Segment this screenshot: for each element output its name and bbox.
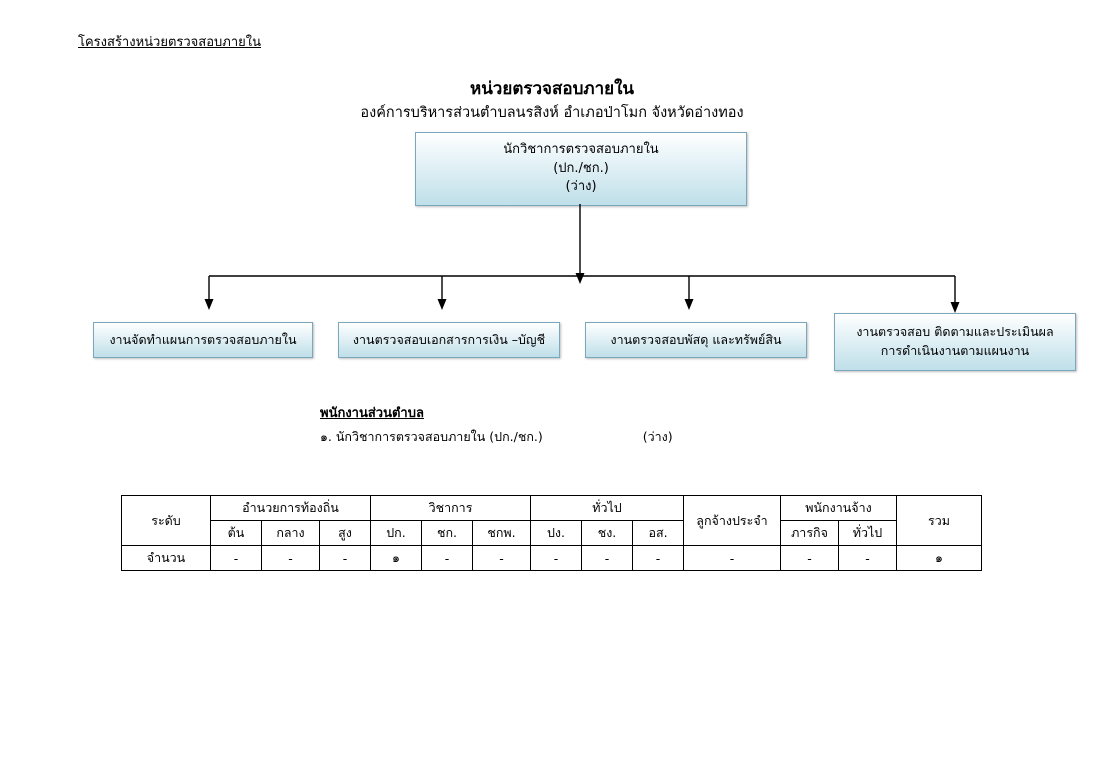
table-cell: - [262,546,320,571]
table-header-row-group [122,496,982,521]
table-cell: - [211,546,262,571]
table-header-hired-employee: พนักงานจ้าง [781,496,897,521]
table-cell: ๑ [371,546,422,571]
table-header-permanent-employee: ลูกจ้างประจำ [684,496,781,546]
table-subheader-academic-2: ชก. [422,521,473,546]
table-header-local-admin: อำนวยการท้องถิ่น [211,496,371,521]
table-header-academic: วิชาการ [371,496,531,521]
org-node-root-line1: นักวิชาการตรวจสอบภายใน [503,141,659,157]
table-row-label: จำนวน [122,546,211,571]
table-row [122,546,982,571]
org-node-leaf-2-label: งานตรวจสอบเอกสารการเงิน –บัญชี [352,331,546,347]
table-header-total: รวม [897,496,982,546]
table-subheader-local-3: สูง [320,521,371,546]
staff-list-item [320,427,673,447]
table-subheader-general-3: อส. [633,521,684,546]
table-cell: - [473,546,531,571]
table-cell: - [684,546,781,571]
org-node-leaf-3 [585,322,807,358]
table-header-general: ทั่วไป [531,496,684,521]
org-node-root-line3: (ว่าง) [565,179,597,195]
org-node-leaf-3-label: งานตรวจสอบพัสดุ และทรัพย์สิน [610,331,782,347]
org-node-leaf-1-label: งานจัดทำแผนการตรวจสอบภายใน [109,331,297,347]
table-subheader-general-2: ชง. [582,521,633,546]
table-cell: - [633,546,684,571]
org-node-leaf-4-line2: การดำเนินงานตามแผนงาน [880,343,1030,358]
table-subheader-local-2: กลาง [262,521,320,546]
page-subtitle: องค์การบริหารส่วนตำบลนรสิงห์ อำเภอป่าโมก จังหวัดอ่างทอง [360,105,744,121]
table-header-row-sub [122,521,982,546]
table-subheader-hired-2: ทั่วไป [839,521,897,546]
table-cell: - [320,546,371,571]
table-subheader-general-1: ปง. [531,521,582,546]
table-subheader-academic-1: ปก. [371,521,422,546]
document-label: โครงสร้างหน่วยตรวจสอบภายใน [78,35,262,50]
org-node-leaf-4 [834,313,1076,371]
table-cell: - [839,546,897,571]
org-node-root-line2: (ปก./ชก.) [553,160,609,176]
staff-list-item-status: (ว่าง) [642,429,673,444]
table-cell: ๑ [897,546,982,571]
org-node-leaf-2 [338,322,560,358]
table-cell: - [422,546,473,571]
table-cell: - [531,546,582,571]
staff-list-item-text: ๑. นักวิชาการตรวจสอบภายใน (ปก./ชก.) [320,429,543,444]
table-subheader-academic-3: ชกพ. [473,521,531,546]
org-node-leaf-4-line1: งานตรวจสอบ ติดตามและประเมินผล [856,324,1054,340]
org-node-root [415,132,747,206]
personnel-count-table [121,495,982,571]
org-node-leaf-1 [93,322,313,358]
table-header-level: ระดับ [122,496,211,546]
table-cell: - [582,546,633,571]
staff-section-heading: พนักงานส่วนตำบล [320,406,424,421]
table-cell: - [781,546,839,571]
table-subheader-hired-1: ภารกิจ [781,521,839,546]
table-subheader-local-1: ต้น [211,521,262,546]
page-title: หน่วยตรวจสอบภายใน [469,79,635,99]
